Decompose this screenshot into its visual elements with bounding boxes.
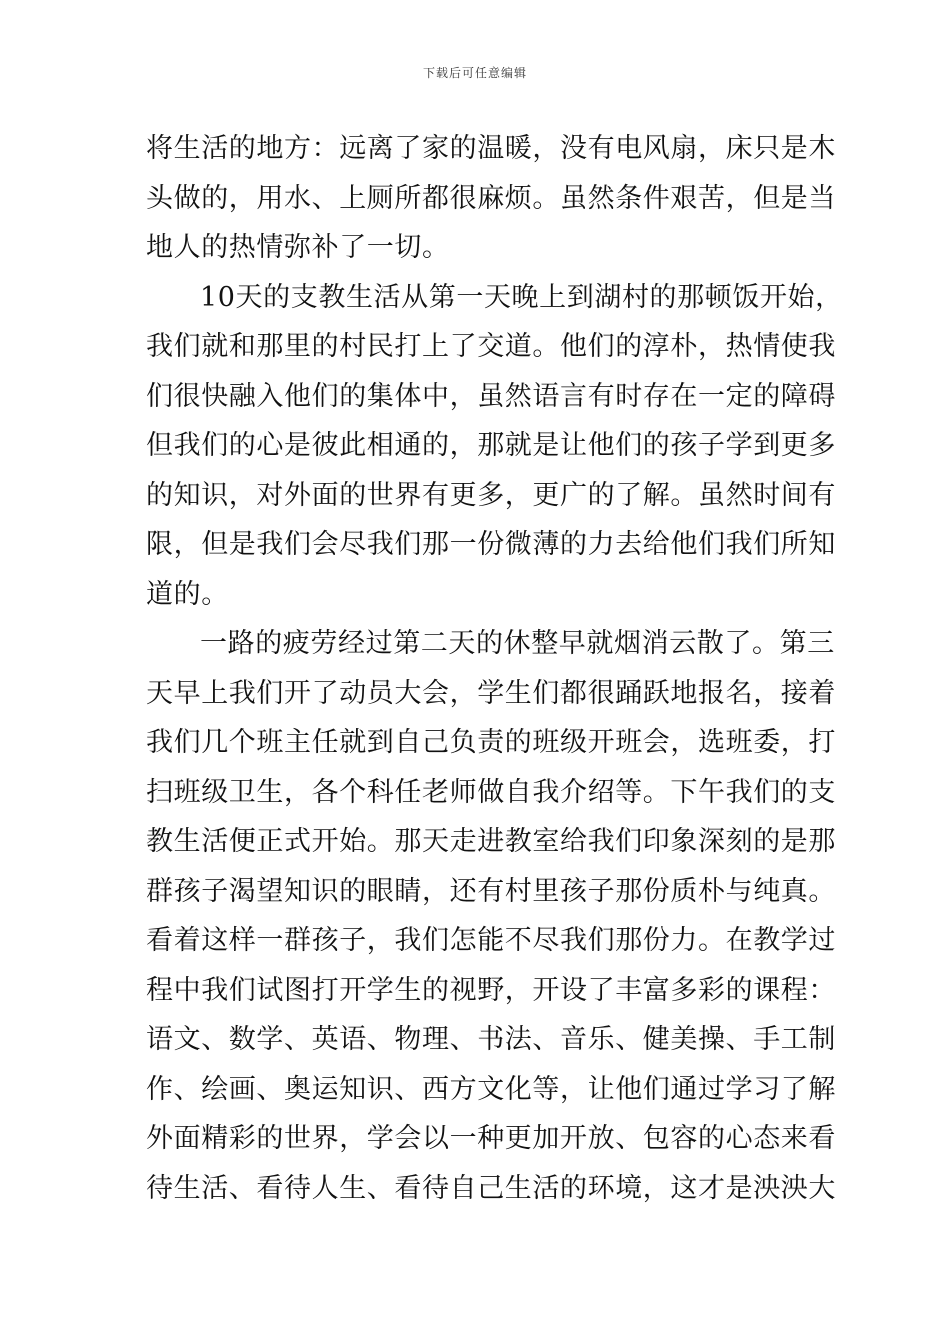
text-line: 我们就和那里的村民打上了交道。他们的淳朴，热情使我 — [146, 331, 836, 362]
document-body — [146, 124, 843, 1213]
text-line: 道的。 — [146, 578, 229, 610]
text-line: 语文、数学、英语、物理、书法、音乐、健美操、手工制 — [146, 1024, 836, 1055]
text-line: 外面精彩的世界，学会以一种更加开放、包容的心态来看 — [146, 1123, 836, 1154]
text-line: 将生活的地方：远离了家的温暖，没有电风扇，床只是木 — [146, 133, 836, 164]
text-line: 头做的，用水、上厕所都很麻烦。虽然条件艰苦，但是当 — [146, 182, 836, 214]
text-line: 程中我们试图打开学生的视野，开设了丰富多彩的课程： — [146, 974, 836, 1006]
text-line: 扫班级卫生，各个科任老师做自我介绍等。下午我们的支 — [146, 776, 836, 808]
paragraph-first-line: 一路的疲劳经过第二天的休整早就烟消云散了。第三 — [200, 628, 835, 659]
text-line: 群孩子渴望知识的眼睛，还有村里孩子那份质朴与纯真。 — [146, 875, 836, 907]
text-line: 教生活便正式开始。那天走进教室给我们印象深刻的是那 — [146, 826, 836, 857]
text-line: 的知识，对外面的世界有更多，更广的了解。虽然时间有 — [146, 479, 836, 511]
text-line: 但我们的心是彼此相通的，那就是让他们的孩子学到更多 — [146, 430, 836, 461]
text-line: 我们几个班主任就到自己负责的班级开班会，选班委，打 — [146, 727, 836, 758]
text-line: 地人的热情弥补了一切。 — [146, 232, 450, 263]
text-line: 作、绘画、奥运知识、西方文化等，让他们通过学习了解 — [146, 1073, 836, 1105]
page-header: 下载后可任意编辑 — [422, 66, 527, 80]
paragraph-first-line: 10天的支教生活从第一天晚上到湖村的那顿饭开始， — [200, 281, 843, 313]
text-line: 们很快融入他们的集体中，虽然语言有时存在一定的障碍 — [146, 380, 836, 412]
text-line: 限，但是我们会尽我们那一份微薄的力去给他们我们所知 — [146, 529, 836, 560]
text-line: 看着这样一群孩子，我们怎能不尽我们那份力。在教学过 — [146, 925, 836, 956]
text-line: 待生活、看待人生、看待自己生活的环境，这才是泱泱大 — [146, 1172, 836, 1204]
text-line: 天早上我们开了动员大会，学生们都很踊跃地报名，接着 — [146, 677, 836, 709]
